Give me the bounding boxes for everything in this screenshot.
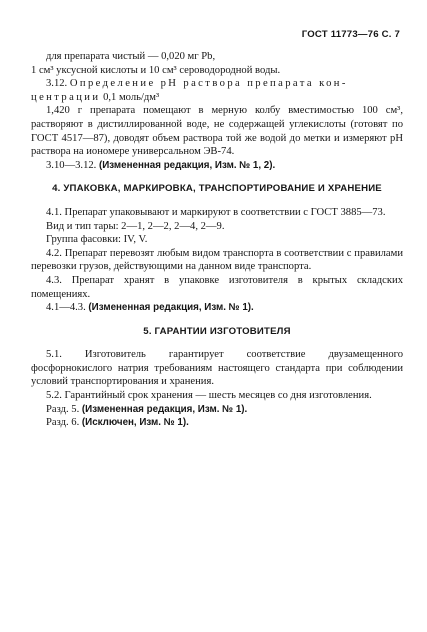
paragraph-4-1-tara: Вид и тип тары: 2—1, 2—2, 2—4, 2—9. — [46, 220, 225, 232]
paragraph-4-1-4-3-edition — [31, 301, 403, 315]
paragraph-3-12-heading — [31, 77, 403, 91]
exclusion-note: (Исключен, Изм. № 1). — [81, 417, 189, 429]
paragraph-section-5-edition — [31, 403, 403, 417]
paragraph-3-12-body: 1,420 г препарата помещают в мерную колбу вместимостью 100 см³, растворяют в дистиллированной воде, не содержащей углекислоты (готовят по ГОСТ 4517—87), доводят объем раствора той же водой до метки и измеряют pH раствора на иономере универсальном ЭВ-74. — [31, 105, 403, 158]
section-gap — [31, 338, 403, 348]
section-5-title: 5. ГАРАНТИИ ИЗГОТОВИТЕЛЯ — [143, 325, 291, 337]
paragraph-3-12-heading-cont — [31, 91, 403, 105]
paragraph-4-3: 4.3. Препарат хранят в упаковке изготовителя в крытых складских помещениях. — [31, 274, 403, 300]
edition-note: (Измененная редакция, Изм. № 1). — [81, 403, 248, 415]
paragraph-5-2: 5.2. Гарантийный срок хранения — шесть месяцев со дня изготовления. — [46, 390, 372, 402]
paragraph-5-1: 5.1. Изготовитель гарантирует соответствие двузамещенного фосфорнокислого натрия требованиям настоящего стандарта при соблюдении условий транспортирования и хранения. — [31, 349, 403, 388]
section-gap — [31, 172, 403, 182]
edition-note: (Измененная редакция, Изм. № 1, 2). — [98, 159, 276, 171]
clause-range: 3.10—3.12. — [46, 159, 97, 171]
paragraph-reagents: 1 см³ уксусной кислоты и 10 см³ сероводородной воды. — [31, 64, 281, 76]
clause-title: Определение pH раствора препарата кон- — [69, 78, 348, 90]
paragraph-lead-value: для препарата чистый — 0,020 мг Pb, — [46, 51, 216, 62]
section-4-title: 4. УПАКОВКА, МАРКИРОВКА, ТРАНСПОРТИРОВАНИЕ И ХРАНЕНИЕ — [52, 183, 382, 195]
section-gap — [31, 315, 403, 325]
paragraph-4-1: 4.1. Препарат упаковывают и маркируют в соответствии с ГОСТ 3885—73. — [46, 206, 386, 218]
paragraph-4-2: 4.2. Препарат перевозят любым видом транспорта в соответствии с правилами перевозки грузов, действующими на данном виде транспорта. — [31, 247, 403, 273]
paragraph-section-6-excluded — [31, 416, 403, 430]
clause-number: 3.12. — [46, 78, 68, 90]
section-ref: Разд. 6. — [46, 417, 80, 429]
section-ref: Разд. 5. — [46, 403, 80, 415]
clause-range: 4.1—4.3. — [46, 302, 86, 314]
clause-title-cont: центрации — [31, 91, 101, 103]
clause-concentration: 0,1 моль/дм³ — [103, 91, 160, 103]
paragraph-4-1-group: Группа фасовки: IV, V. — [46, 234, 148, 246]
document-body — [31, 50, 403, 430]
section-gap — [31, 196, 403, 206]
edition-note: (Измененная редакция, Изм. № 1). — [88, 302, 254, 314]
paragraph-3-10-3-12-edition — [31, 159, 403, 173]
page-header: ГОСТ 11773—76 С. 7 — [301, 29, 400, 40]
